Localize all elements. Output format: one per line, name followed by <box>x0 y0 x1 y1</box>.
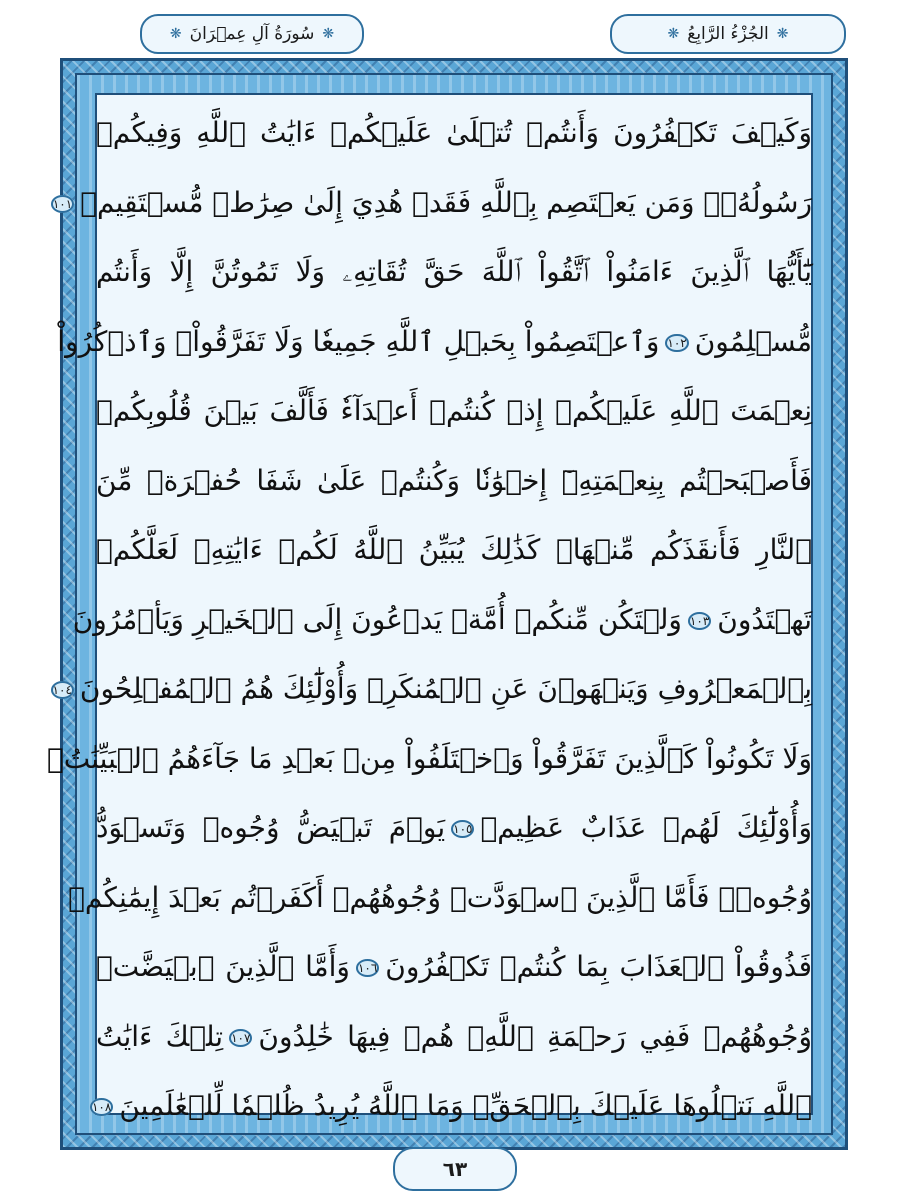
ayah-number-marker: ١٠١ <box>52 196 73 211</box>
verse-line <box>96 932 812 1002</box>
page-number <box>393 1147 517 1191</box>
verse-text: وَلۡتَكُن مِّنكُمۡ أُمَّةٞ يَدۡعُونَ إِلَى ٱلۡخَيۡرِ وَيَأۡمُرُونَ <box>72 602 682 636</box>
surah-label: ❋ سُورَةُ آلِ عِمۡرَانَ <box>189 24 315 44</box>
verse-line <box>72 585 812 655</box>
verse-text: بِٱلۡمَعۡرُوفِ وَيَنۡهَوۡنَ عَنِ ٱلۡمُنكَرِۚ وَأُوْلَٰٓئِكَ هُمُ ٱلۡمُفۡلِحُونَ <box>79 672 812 705</box>
page-number-label: ٦٣ <box>442 1157 468 1181</box>
verse-line <box>96 376 812 446</box>
verse-text: نِعۡمَتَ ٱللَّهِ عَلَيۡكُمۡ إِذۡ كُنتُمۡ أَعۡدَآءٗ فَأَلَّفَ بَيۡنَ قُلُوبِكُمۡ <box>96 394 812 427</box>
surah-title <box>140 14 364 54</box>
ayah-number-marker: ١٠٤ <box>52 683 72 697</box>
verse-text: وَٱعۡتَصِمُواْ بِحَبۡلِ ٱللَّهِ جَمِيعٗا وَلَا تَفَرَّقُواْۚ وَٱذۡكُرُواْ <box>57 324 660 358</box>
verse-line <box>68 863 812 933</box>
verse-text: فَأَصۡبَحۡتُم بِنِعۡمَتِهِۦٓ إِخۡوَٰنٗا وَكُنتُمۡ عَلَىٰ شَفَا حُفۡرَةٖ مِّنَ <box>96 463 812 497</box>
verse-text: تِلۡكَ ءَايَٰتُ <box>96 1019 224 1053</box>
verse-line <box>91 1071 812 1141</box>
verse-line <box>96 515 812 585</box>
ayah-number-marker: ١٠٧ <box>231 1030 251 1045</box>
verse-text: وَأُوْلَٰٓئِكَ لَهُمۡ عَذَابٌ عَظِيمٞ <box>480 811 812 844</box>
ayah-number-marker: ١٠٥ <box>453 822 473 836</box>
verse-text: وَلَا تَكُونُواْ كَٱلَّذِينَ تَفَرَّقُواْ وَٱخۡتَلَفُواْ مِنۢ بَعۡدِ مَا جَآءَهُمُ ٱلۡبَيِّنَٰتُۚ <box>46 741 812 775</box>
verse-lines <box>46 98 812 1141</box>
verse-line <box>96 98 812 168</box>
verse-text: وَأَمَّا ٱلَّذِينَ ٱبۡيَضَّتۡ <box>96 950 350 983</box>
ayah-number-marker: ١٠٨ <box>91 1100 112 1114</box>
verse-text: رَسُولُهُۥۗ وَمَن يَعۡتَصِم بِٱللَّهِ فَقَدۡ هُدِيَ إِلَىٰ صِرَٰطٖ مُّسۡتَقِيمٖ <box>80 185 812 219</box>
verse-text: مُّسۡلِمُونَ <box>694 324 812 358</box>
ayah-number-marker: ١٠٢ <box>667 335 687 350</box>
juz-label: ❋ الجُزْءُ الرَّابِعُ <box>687 24 769 44</box>
verse-text: وُجُوهُهُمۡ فَفِي رَحۡمَةِ ٱللَّهِۖ هُمۡ فِيهَا خَٰلِدُونَ <box>258 1019 812 1053</box>
verse-line <box>96 1002 812 1072</box>
verse-line <box>96 237 812 307</box>
ayah-number-marker: ١٠٦ <box>357 961 378 975</box>
verse-text: وَكَيۡفَ تَكۡفُرُونَ وَأَنتُمۡ تُتۡلَىٰ عَلَيۡكُمۡ ءَايَٰتُ ٱللَّهِ وَفِيكُمۡ <box>96 116 812 149</box>
verse-line <box>57 307 812 377</box>
verse-text: فَذُوقُواْ ٱلۡعَذَابَ بِمَا كُنتُمۡ تَكۡفُرُونَ <box>385 950 812 983</box>
verse-line <box>96 793 812 863</box>
verse-line <box>46 724 812 794</box>
ayah-number-marker: ١٠٣ <box>689 613 710 628</box>
juz-title <box>610 14 846 54</box>
verse-text: ٱللَّهِ نَتۡلُوهَا عَلَيۡكَ بِٱلۡحَقِّۗ وَمَا ٱللَّهُ يُرِيدُ ظُلۡمٗا لِّلۡعَٰلَمِينَ <box>119 1089 812 1122</box>
verse-text: يَوۡمَ تَبۡيَضُّ وُجُوهٞ وَتَسۡوَدُّ <box>96 811 446 844</box>
verse-text: وُجُوهٞۚ فَأَمَّا ٱلَّذِينَ ٱسۡوَدَّتۡ وُجُوهُهُمۡ أَكَفَرۡتُم بَعۡدَ إِيمَٰنِكُمۡ <box>68 880 812 914</box>
verse-text: ٱلنَّارِ فَأَنقَذَكُم مِّنۡهَاۗ كَذَٰلِكَ يُبَيِّنُ ٱللَّهُ لَكُمۡ ءَايَٰتِهِۦ لَعَلَّكُمۡ <box>96 533 812 566</box>
verse-text: يَٰٓأَيُّهَا ٱلَّذِينَ ءَامَنُواْ ٱتَّقُواْ ٱللَّهَ حَقَّ تُقَاتِهِۦ وَلَا تَمُوتُنَّ إِلَّا وَأَنتُم <box>96 255 812 288</box>
verse-line <box>52 168 812 238</box>
verse-line <box>52 654 812 724</box>
verse-line <box>96 446 812 516</box>
verse-text: تَهۡتَدُونَ <box>717 602 812 636</box>
